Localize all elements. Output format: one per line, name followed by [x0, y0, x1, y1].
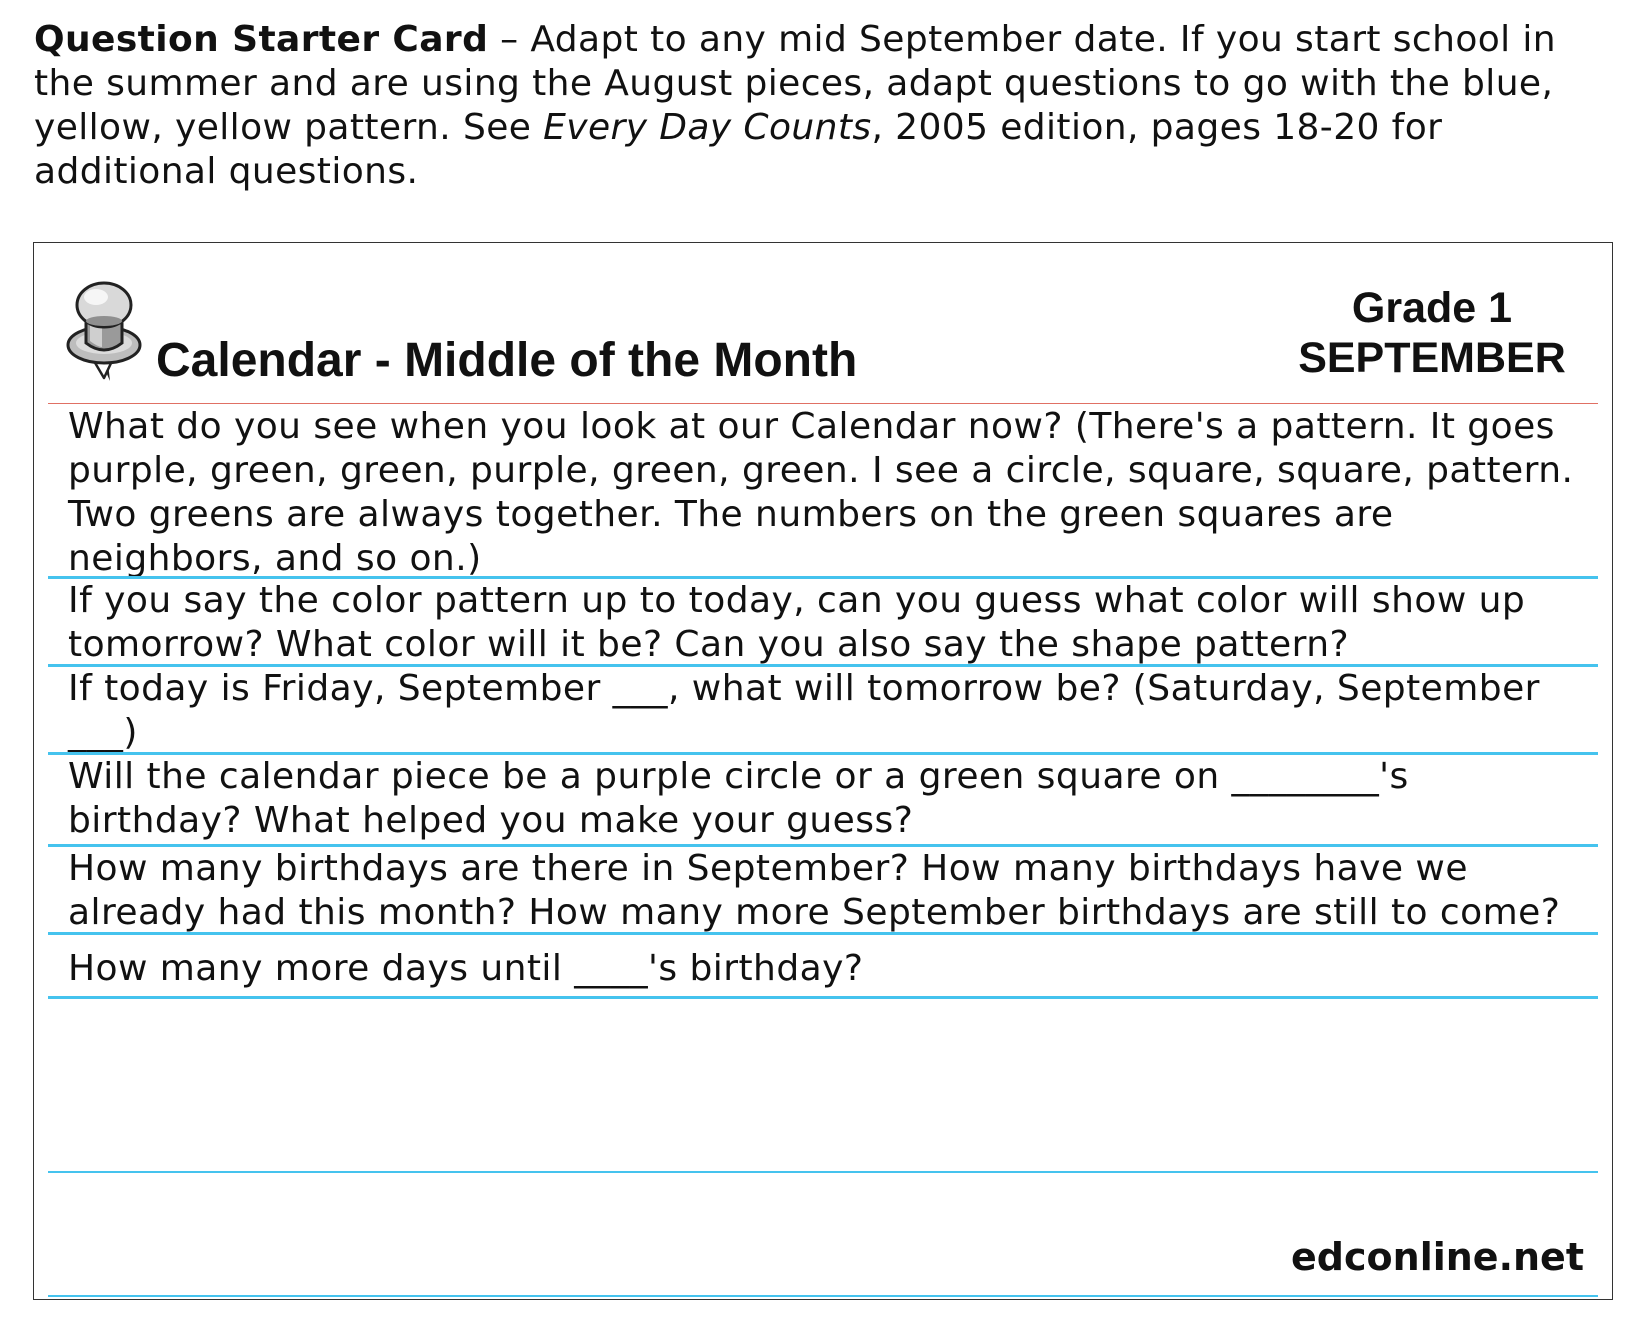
card-title: Calendar - Middle of the Month: [156, 334, 858, 387]
blank-writing-line: [48, 1171, 1598, 1173]
grade-label: Grade 1: [1351, 284, 1513, 332]
month-label: SEPTEMBER: [1298, 334, 1566, 382]
footer-website: edconline.net: [1291, 1235, 1584, 1279]
grade-month-block: [1282, 283, 1582, 383]
intro-bold-lead: Question Starter Card: [34, 19, 489, 60]
intro-text-before-italic: – Adapt to any mid September date. If you start school in the summer and are using the August pieces, adapt questions to go with the blue, yellow, yellow pattern. See: [34, 19, 1557, 148]
intro-book-title: Every Day Counts: [543, 107, 872, 148]
question-item: If today is Friday, September ___, what will tomorrow be? (Saturday, September ___): [48, 667, 1598, 755]
question-item: What do you see when you look at our Calendar now? (There's a pattern. It goes purple, green, green, purple, green, green. I see a circle, square, square, pattern. Two greens are always together. The numbers on the green squares are neighbors, and so on.): [48, 405, 1598, 579]
question-card: [33, 242, 1613, 1300]
question-item: How many more days until ____'s birthday?: [48, 935, 1598, 999]
pushpin-icon: [64, 281, 144, 381]
question-item: How many birthdays are there in September? How many birthdays have we already had this month? How many more September birthdays are still to come?: [48, 847, 1598, 935]
intro-text-after-italic: , 2005 edition, pages 18-20 for additional questions.: [34, 107, 1443, 192]
question-item: If you say the color pattern up to today, can you guess what color will show up tomorrow? What color will it be? Can you also say the shape pattern?: [48, 579, 1598, 667]
title-divider: [48, 403, 1598, 404]
bottom-rule: [48, 1295, 1598, 1297]
intro-paragraph: [34, 18, 1604, 194]
question-list: [48, 405, 1598, 999]
question-item: Will the calendar piece be a purple circle or a green square on ________'s birthday? What helped you make your guess?: [48, 755, 1598, 847]
